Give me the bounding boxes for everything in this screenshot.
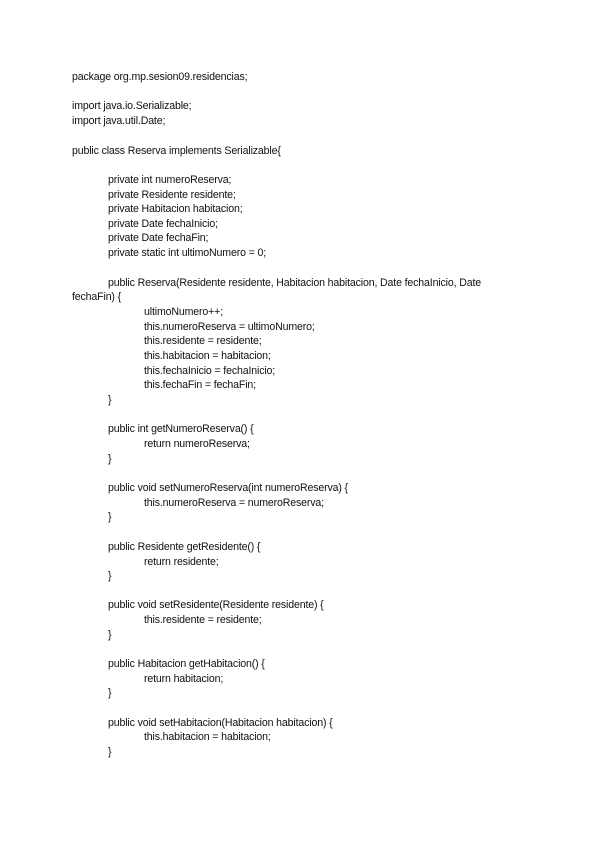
code-statement: this.numeroReserva = ultimoNumero; xyxy=(144,321,315,333)
class-declaration: public class Reserva implements Serializable{ xyxy=(72,145,281,157)
code-statement: return residente; xyxy=(144,556,219,568)
package-line: package org.mp.sesion09.residencias; xyxy=(72,71,248,83)
code-statement: this.fechaInicio = fechaInicio; xyxy=(144,365,276,377)
field-declaration: private Date fechaFin; xyxy=(108,232,209,244)
code-statement: this.numeroReserva = numeroReserva; xyxy=(144,497,324,509)
method-signature: public void setNumeroReserva(int numeroReserva) { xyxy=(108,482,348,494)
constructor-signature: public Reserva(Residente residente, Habitacion habitacion, Date fechaInicio, Date xyxy=(108,277,481,289)
code-statement: this.residente = residente; xyxy=(144,335,262,347)
closing-brace: } xyxy=(108,687,112,699)
code-statement: ultimoNumero++; xyxy=(144,306,224,318)
method-signature: public Habitacion getHabitacion() { xyxy=(108,658,265,670)
method-signature: public void setHabitacion(Habitacion habitacion) { xyxy=(108,717,333,729)
method-signature: public int getNumeroReserva() { xyxy=(108,423,254,435)
field-declaration: private Date fechaInicio; xyxy=(108,218,218,230)
closing-brace: } xyxy=(108,453,112,465)
field-declaration: private Habitacion habitacion; xyxy=(108,203,243,215)
method-signature: public void setResidente(Residente residente) { xyxy=(108,599,324,611)
constructor-signature-cont: fechaFin) { xyxy=(72,291,121,303)
field-declaration: private static int ultimoNumero = 0; xyxy=(108,247,266,259)
closing-brace: } xyxy=(108,629,112,641)
field-declaration: private int numeroReserva; xyxy=(108,174,232,186)
field-declaration: private Residente residente; xyxy=(108,189,236,201)
method-signature: public Residente getResidente() { xyxy=(108,541,261,553)
closing-brace: } xyxy=(108,511,112,523)
import-line: import java.util.Date; xyxy=(72,115,166,127)
closing-brace: } xyxy=(108,394,112,406)
code-statement: this.fechaFin = fechaFin; xyxy=(144,379,256,391)
closing-brace: } xyxy=(108,746,112,758)
code-statement: this.residente = residente; xyxy=(144,614,262,626)
code-statement: this.habitacion = habitacion; xyxy=(144,731,271,743)
import-line: import java.io.Serializable; xyxy=(72,100,192,112)
code-statement: return numeroReserva; xyxy=(144,438,250,450)
code-statement: return habitacion; xyxy=(144,673,224,685)
code-statement: this.habitacion = habitacion; xyxy=(144,350,271,362)
closing-brace: } xyxy=(108,570,112,582)
